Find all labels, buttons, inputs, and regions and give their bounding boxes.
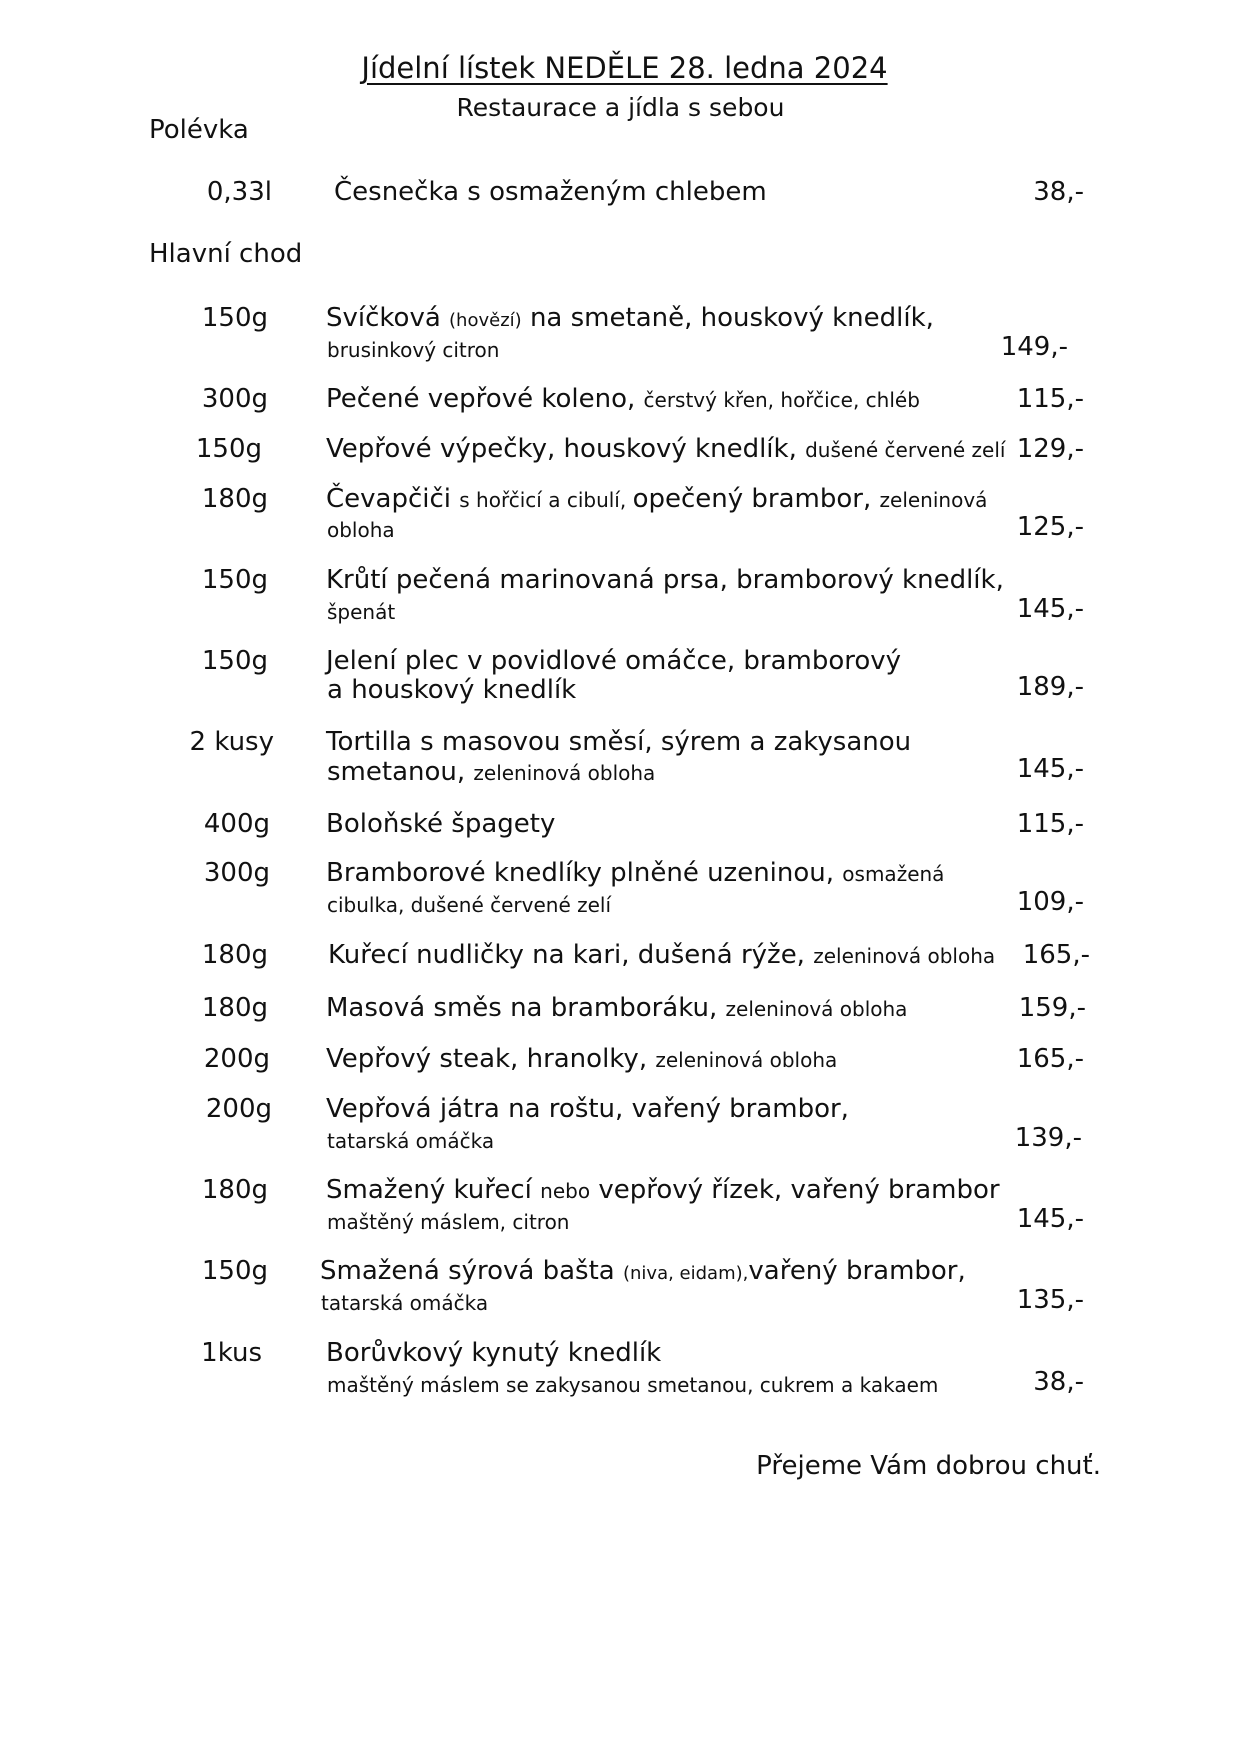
item-quantity: 180g	[201, 993, 268, 1023]
item-detail: osmažená	[842, 862, 945, 886]
item-name-part: Smažená sýrová bašta	[320, 1256, 623, 1286]
item-detail: brusinkový citron	[327, 338, 500, 362]
item-name-part: Vepřový steak, hranolky,	[326, 1044, 656, 1074]
item-name-part: Tortilla s masovou směsí, sýrem a zakysanou	[326, 727, 912, 757]
item-name	[326, 1046, 837, 1072]
item-name	[326, 386, 920, 412]
item-price: 165,-	[1022, 940, 1090, 970]
item-detail: s hořčicí a cibulí,	[459, 488, 633, 512]
item-price: 165,-	[1016, 1044, 1084, 1074]
item-description	[327, 520, 395, 540]
soup-price: 38,-	[1033, 177, 1084, 207]
item-description	[327, 677, 576, 703]
item-detail: zeleninová obloha	[813, 944, 996, 968]
item-price: 159,-	[1018, 993, 1086, 1023]
item-price: 115,-	[1016, 809, 1084, 839]
item-quantity: 180g	[201, 484, 268, 514]
item-name	[326, 1096, 849, 1122]
item-quantity: 300g	[203, 858, 270, 888]
menu-subtitle: Restaurace a jídla s sebou	[456, 93, 785, 122]
item-quantity: 2 kusy	[189, 727, 274, 757]
item-price: 125,-	[1016, 512, 1084, 542]
soup-name: Česnečka s osmaženým chlebem	[334, 177, 767, 207]
item-name-part: vepřový řízek, vařený brambor	[590, 1175, 1000, 1205]
section-heading-main: Hlavní chod	[149, 239, 303, 269]
item-name-part: Vepřové výpečky, houskový knedlík,	[326, 434, 806, 464]
item-detail: obloha	[327, 518, 395, 542]
item-price: 145,-	[1016, 594, 1084, 624]
item-description	[327, 602, 395, 622]
item-detail: tatarská omáčka	[327, 1129, 495, 1153]
item-description	[321, 1293, 488, 1313]
item-name-part: opečený brambor,	[632, 484, 880, 514]
item-name-part: Smažený kuřecí	[326, 1175, 541, 1205]
item-quantity: 180g	[201, 1175, 268, 1205]
item-detail: cibulka, dušené červené zelí	[327, 893, 612, 917]
item-price: 145,-	[1016, 1204, 1084, 1234]
item-detail: maštěný máslem se zakysanou smetanou, cukrem a kakaem	[327, 1373, 939, 1397]
item-detail: zeleninová	[879, 488, 988, 512]
item-detail: nebo	[540, 1179, 591, 1203]
menu-title: Jídelní lístek NEDĚLE 28. ledna 2024	[361, 51, 888, 85]
item-price: 38,-	[1033, 1367, 1084, 1397]
item-name-part: Svíčková	[326, 303, 450, 333]
item-name	[328, 942, 995, 968]
item-price: 109,-	[1016, 887, 1084, 917]
item-name	[326, 567, 1004, 593]
item-description	[327, 1375, 938, 1395]
item-quantity: 200g	[205, 1094, 272, 1124]
item-detail: tatarská omáčka	[321, 1291, 489, 1315]
item-description	[327, 1131, 494, 1151]
item-quantity: 400g	[203, 809, 270, 839]
item-name-part: a houskový knedlík	[327, 675, 577, 705]
item-detail: (niva, eidam),	[623, 1263, 749, 1284]
item-price: 139,-	[1014, 1123, 1082, 1153]
item-name	[326, 729, 911, 755]
item-detail: maštěný máslem, citron	[327, 1210, 570, 1234]
item-detail: zeleninová obloha	[655, 1048, 838, 1072]
item-quantity: 300g	[201, 384, 268, 414]
item-quantity: 150g	[201, 565, 268, 595]
item-name-part: na smetaně, houskový knedlík,	[521, 303, 934, 333]
item-name-part: Pečené vepřové koleno,	[326, 384, 644, 414]
item-quantity: 1kus	[201, 1338, 262, 1368]
item-name-part: Čevapčiči	[326, 484, 460, 514]
item-name-part: Jelení plec v povidlové omáčce, bramborový	[326, 646, 902, 676]
item-name	[326, 305, 934, 331]
item-quantity: 150g	[201, 1256, 268, 1286]
item-name-part: vařený brambor,	[748, 1256, 966, 1286]
closing-wish: Přejeme Vám dobrou chuť.	[756, 1451, 1101, 1481]
item-name-part: smetanou,	[327, 757, 474, 787]
item-name	[326, 486, 987, 512]
item-quantity: 180g	[201, 940, 268, 970]
section-heading-soup: Polévka	[149, 115, 249, 145]
item-detail: zeleninová obloha	[725, 997, 908, 1021]
item-description	[327, 895, 611, 915]
item-quantity: 150g	[201, 646, 268, 676]
item-name-part: Kuřecí nudličky na kari, dušená rýže,	[328, 940, 814, 970]
item-description	[327, 1212, 569, 1232]
item-name-part: Borůvkový kynutý knedlík	[326, 1338, 662, 1368]
item-name-part: Vepřová játra na roštu, vařený brambor,	[326, 1094, 849, 1124]
item-price: 129,-	[1016, 434, 1084, 464]
item-quantity: 200g	[203, 1044, 270, 1074]
item-description	[327, 340, 499, 360]
item-name-part: Krůtí pečená marinovaná prsa, bramborový knedlík,	[326, 565, 1004, 595]
item-description	[327, 759, 655, 785]
item-detail: špenát	[327, 600, 396, 624]
item-name	[326, 648, 901, 674]
item-detail: dušené červené zelí	[805, 438, 1006, 462]
item-detail: zeleninová obloha	[473, 761, 656, 785]
item-name	[326, 1177, 1000, 1203]
item-quantity: 150g	[201, 303, 268, 333]
item-price: 149,-	[1000, 332, 1068, 362]
item-detail: čerstvý křen, hořčice, chléb	[643, 388, 920, 412]
item-name	[326, 860, 944, 886]
item-name	[326, 995, 907, 1021]
item-price: 115,-	[1016, 384, 1084, 414]
soup-quantity: 0,33l	[206, 177, 272, 207]
item-name-part: Masová směs na bramboráku,	[326, 993, 726, 1023]
item-name	[326, 1340, 661, 1366]
item-quantity: 150g	[195, 434, 262, 464]
item-price: 135,-	[1016, 1285, 1084, 1315]
item-name-part: Boloňské špagety	[326, 809, 556, 839]
item-price: 145,-	[1016, 754, 1084, 784]
item-detail: (hovězí)	[449, 310, 522, 331]
item-name	[326, 811, 555, 837]
item-price: 189,-	[1016, 672, 1084, 702]
item-name	[320, 1258, 966, 1284]
item-name	[326, 436, 1005, 462]
item-name-part: Bramborové knedlíky plněné uzeninou,	[326, 858, 843, 888]
